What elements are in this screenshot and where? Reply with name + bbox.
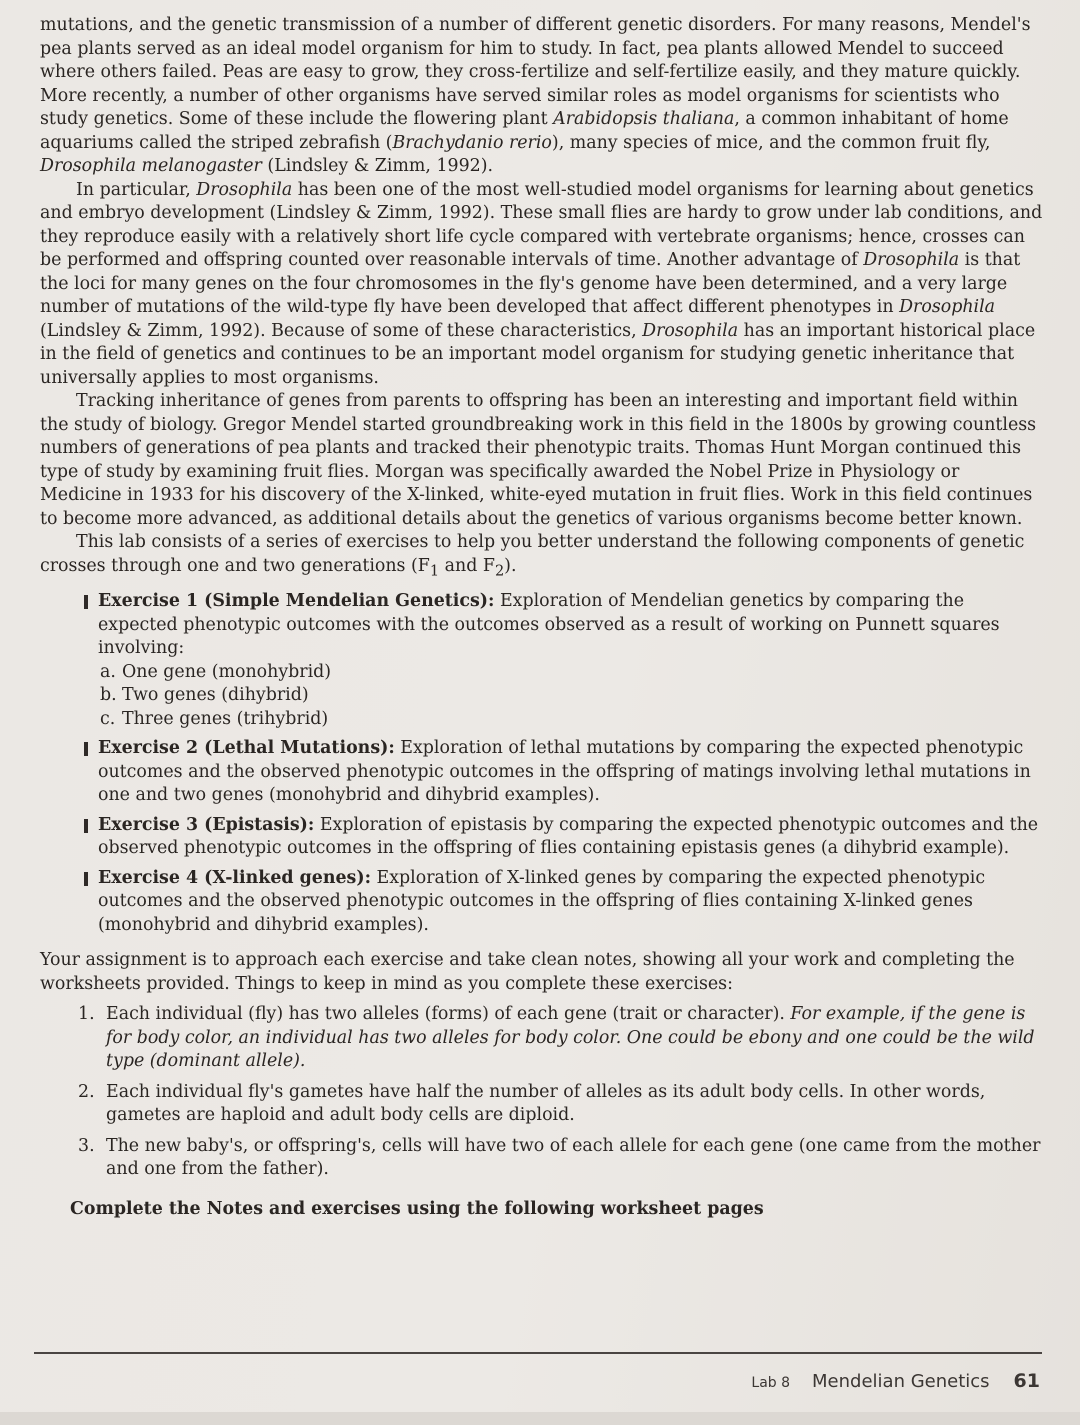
species-name: Drosophila xyxy=(899,297,996,317)
paragraph-drosophila xyxy=(40,179,1046,391)
item-number: 1. xyxy=(78,1004,95,1025)
species-name: Drosophila xyxy=(642,320,739,341)
exercise-title: Exercise 3 (Epistasis): xyxy=(98,814,315,835)
text-run: (Lindsley & Zimm, 1992). xyxy=(261,156,494,176)
complete-instruction: Complete the Notes and exercises using the following worksheet pages xyxy=(70,1198,764,1219)
sub-item xyxy=(100,708,1046,732)
species-name: Drosophila melanogaster xyxy=(40,156,262,176)
footer-divider xyxy=(34,1352,1042,1354)
footer-lab-label: Lab 8 xyxy=(751,1375,791,1391)
exercise-title: Exercise 2 (Lethal Mutations): xyxy=(98,738,395,759)
item-example: For example, if the gene is for body color, an individual has two alleles for body color. One could be ebony and one could be the wild type (dominant allele). xyxy=(106,1004,1035,1072)
exercise-title: Exercise 1 (Simple Mendelian Genetics): xyxy=(98,591,495,612)
paragraph-model-organisms xyxy=(40,14,1046,179)
text-run: mutations, and the genetic transmission of a number of different genetic disorders. For many reasons, Mendel's pea plants served as an ideal model organism for him to study. In fact, pea plants allowed Mendel to succeed where others failed. Peas are easy to grow, they cross-fertilize and self-fertilize easily, and they mature quickly. More recently, a number of other organisms have served similar roles as model organisms for scientists who study genetics. Some of these include the flowering plant xyxy=(40,15,1031,129)
exercise-description: Exploration of epistasis by comparing the expected phenotypic outcomes and the observed phenotypic outcomes in the offspring of flies containing epistasis genes (a dihybrid example). xyxy=(98,814,1039,859)
exercise-sublist xyxy=(98,661,1046,732)
text-run: ), many species of mice, and the common fruit fly, xyxy=(551,132,991,153)
text-run: , a common inhabitant of home aquariums called the striped zebrafish ( xyxy=(40,109,1009,153)
bullet-bar-icon xyxy=(84,742,88,756)
assignment-item xyxy=(40,1081,1046,1128)
subscript: 2 xyxy=(494,562,505,579)
exercise-item xyxy=(40,590,1046,731)
assignment-list xyxy=(40,1003,1046,1182)
text-run: has an important historical place in the field of genetics and continues to be an important model organism for studying genetic inheritance that universally applies to most organisms. xyxy=(40,320,1036,388)
exercise-item xyxy=(40,737,1046,808)
assignment-intro: Your assignment is to approach each exercise and take clean notes, showing all your work and completing the worksheets provided. Things to keep in mind as you complete these exercises: xyxy=(40,950,1015,994)
sub-item-text: One gene (monohybrid) xyxy=(122,661,332,682)
exercise-description: Exploration of Mendelian genetics by comparing the expected phenotypic outcomes with the outcomes observed as a result of working on Punnett squares involving: xyxy=(98,591,1000,659)
sub-item xyxy=(100,661,1046,685)
page-number: 61 xyxy=(1013,1370,1040,1392)
item-number: 3. xyxy=(78,1135,95,1156)
page-footer xyxy=(751,1370,1040,1392)
exercise-description: Exploration of lethal mutations by comparing the expected phenotypic outcomes and the observed phenotypic outcomes in the offspring of matings involving lethal mutations in one and two genes (monohybrid and dihybrid examples). xyxy=(98,738,1031,806)
exercise-description: Exploration of X-linked genes by comparing the expected phenotypic outcomes and the observed phenotypic outcomes in the offspring of flies containing X-linked genes (monohybrid and dihybrid examples). xyxy=(98,867,986,935)
text-run: This lab consists of a series of exercises to help you better understand the following components of genetic crosses through one and two generations (F xyxy=(40,532,1025,576)
paragraph-inheritance-history: Tracking inheritance of genes from parents to offspring has been an interesting and important field within the study of biology. Gregor Mendel started groundbreaking work in this field in the 1800s by growing countless numbers of generations of pea plants and tracked their phenotypic traits. Thomas Hunt Morgan continued this type of study by examining fruit flies. Morgan was specifically awarded the Nobel Prize in Physiology or Medicine in 1933 for his discovery of the X-linked, white-eyed mutation in fruit flies. Work in this field continues to become more advanced, as additional details about the genetics of various organisms become better known. xyxy=(40,391,1037,529)
sub-item-text: Three genes (trihybrid) xyxy=(122,708,329,729)
text-run: is that the loci for many genes on the four chromosomes in the fly's genome have been determined, and a very large number of mutations of the wild-type fly have been developed that affect different phenotypes in xyxy=(40,250,1021,317)
sub-item xyxy=(100,684,1046,708)
text-run: has been one of the most well-studied model organisms for learning about genetics and embryo development (Lindsley & Zimm, 1992). These small flies are hardy to grow under lab conditions, and they reproduce easily with a relatively short life cycle compared with vertebrate organisms; hence, crosses can be performed and offspring counted over reasonable intervals of time. Another advantage of xyxy=(40,179,1043,270)
sub-item-marker: c. xyxy=(100,708,116,729)
species-name: Drosophila xyxy=(196,179,293,200)
page-bottom-edge xyxy=(0,1412,1080,1425)
exercise-list xyxy=(40,590,1046,937)
sub-item-text: Two genes (dihybrid) xyxy=(122,685,309,706)
page-content xyxy=(40,14,1046,1221)
exercise-title: Exercise 4 (X-linked genes): xyxy=(98,867,371,888)
species-name: Drosophila xyxy=(863,250,960,270)
text-run: In particular, xyxy=(76,179,197,200)
species-name: Arabidopsis thaliana xyxy=(553,109,735,129)
subscript: 1 xyxy=(429,562,440,579)
footer-title: Mendelian Genetics xyxy=(812,1371,990,1392)
sub-item-marker: a. xyxy=(100,661,116,682)
bullet-bar-icon xyxy=(84,819,88,833)
bullet-bar-icon xyxy=(84,595,88,609)
text-run: and F xyxy=(439,555,495,576)
species-name: Brachydanio rerio xyxy=(392,132,552,153)
item-number: 2. xyxy=(78,1081,95,1102)
item-text: Each individual (fly) has two alleles (forms) of each gene (trait or character). xyxy=(106,1004,791,1025)
text-run: ). xyxy=(504,555,517,576)
paragraph-lab-overview xyxy=(40,531,1046,583)
assignment-item xyxy=(40,1003,1046,1074)
sub-item-marker: b. xyxy=(100,685,117,706)
item-text: Each individual fly's gametes have half the number of alleles as its adult body cells. In other words, gametes are haploid and adult body cells are diploid. xyxy=(106,1081,986,1126)
assignment-item xyxy=(40,1135,1046,1182)
exercise-item xyxy=(40,867,1046,938)
text-run: (Lindsley & Zimm, 1992). Because of some of these characteristics, xyxy=(40,320,643,341)
bullet-bar-icon xyxy=(84,872,88,886)
item-text: The new baby's, or offspring's, cells will have two of each allele for each gene (one came from the mother and one from the father). xyxy=(106,1135,1041,1180)
exercise-item xyxy=(40,814,1046,861)
